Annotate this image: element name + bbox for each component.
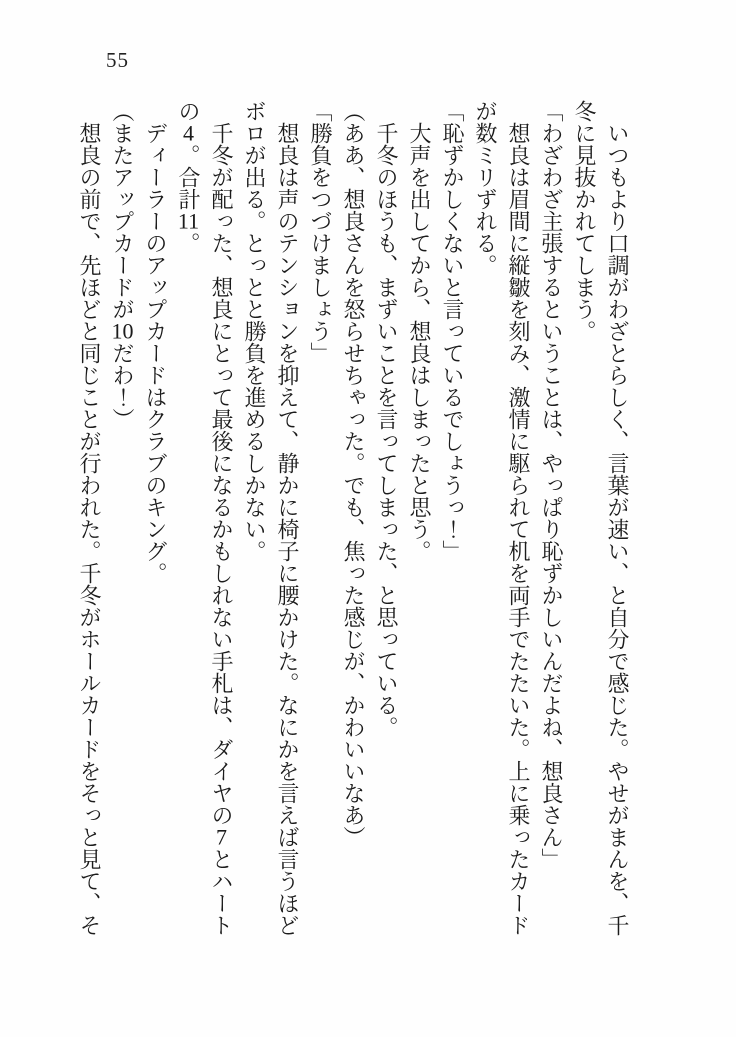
page-number: 55 bbox=[106, 48, 129, 72]
tatechuyoko-number: 11 bbox=[177, 210, 200, 232]
text-segment: 想良は眉間に縦皺を刻み、激情に駆られて机を両手でたたいた。上に乗ったカードが数ミリずれる。 bbox=[473, 100, 531, 936]
paragraph bbox=[73, 100, 106, 938]
text-segment: （またアップカードが bbox=[110, 100, 135, 320]
text-segment: 。 bbox=[176, 232, 201, 254]
paragraph bbox=[535, 100, 568, 938]
tatechuyoko-number: 10 bbox=[111, 320, 134, 342]
vertical-text-block bbox=[68, 100, 634, 938]
paragraph bbox=[370, 100, 403, 938]
paragraph bbox=[106, 100, 139, 938]
text-segment: 「勝負をつづけましょう」 bbox=[308, 100, 333, 364]
paragraph bbox=[436, 100, 469, 938]
text-segment: 大声を出してから、想良はしまったと思う。 bbox=[407, 100, 432, 562]
text-segment: 想良は声のテンションを抑えて、静かに椅子に腰かけた。なにかを言えば言うほどボロが出る。とっとと勝負を進めるしかない。 bbox=[242, 100, 300, 936]
text-segment: ディーラーのアップカードはクラブのキング。 bbox=[143, 100, 168, 584]
text-segment: 千冬が配った、想良にとって最後になるかもしれない手札は、ダイヤの bbox=[209, 100, 234, 826]
text-segment: 「わざわざ主張するということは、やっぱり恥ずかしいんだよね、想良さん」 bbox=[539, 100, 564, 870]
text-segment: 。合計 bbox=[176, 144, 201, 210]
paragraph bbox=[469, 100, 535, 938]
paragraph bbox=[139, 100, 172, 938]
text-segment: 「恥ずかしくないと言っているでしょうっ！」 bbox=[440, 100, 465, 562]
paragraph bbox=[304, 100, 337, 938]
paragraph bbox=[172, 100, 238, 938]
tatechuyoko-number: 4 bbox=[183, 122, 194, 144]
text-segment: 千冬のほうも、まずいことを言ってしまった、と思っている。 bbox=[374, 100, 399, 738]
text-segment: （ああ、想良さんを怒らせちゃった。でも、焦った感じが、かわいいなあ） bbox=[341, 100, 366, 848]
tatechuyoko-number: 7 bbox=[216, 826, 227, 848]
paragraph bbox=[238, 100, 304, 938]
paragraph bbox=[568, 100, 634, 938]
text-segment: いつもより口調がわざとらしく、言葉が速い、と自分で感じた。やせがまんを、千冬に見抜かれてしまう。 bbox=[572, 100, 630, 936]
paragraph bbox=[337, 100, 370, 938]
text-segment: だわ！） bbox=[110, 342, 135, 430]
text-segment: 想良の前で、先ほどと同じことが行われた。千冬がホールカードをそっと見て、そ bbox=[77, 100, 102, 936]
paragraph bbox=[403, 100, 436, 938]
text-segment: とハートの bbox=[176, 100, 234, 936]
